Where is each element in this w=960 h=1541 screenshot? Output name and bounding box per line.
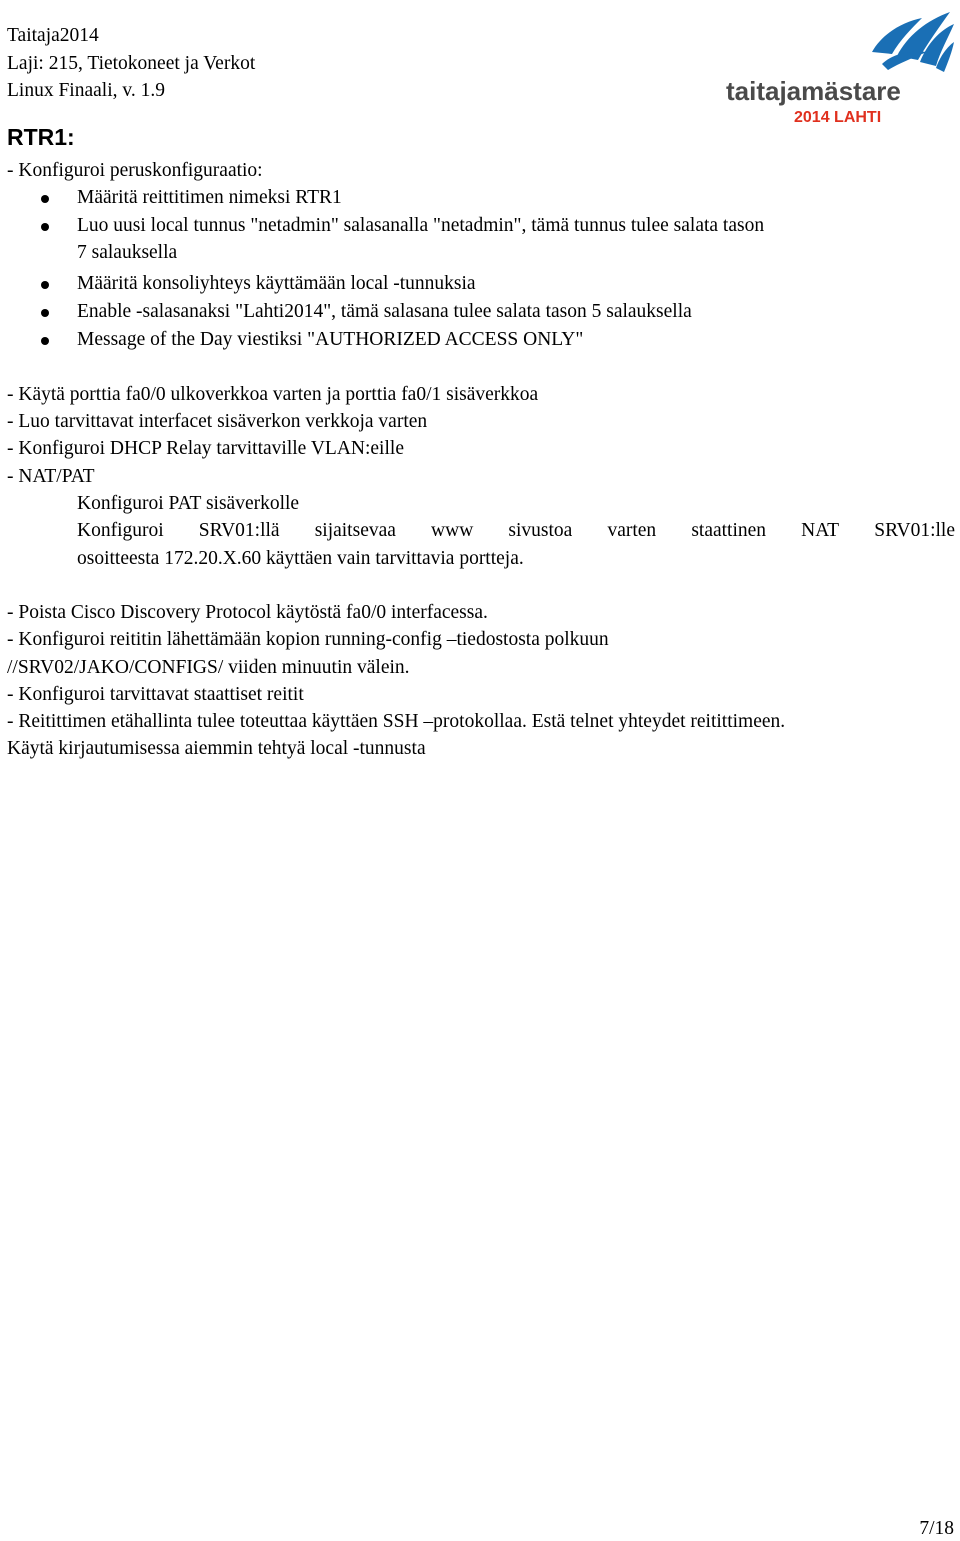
logo-brand-text: taitajamästare <box>726 76 901 106</box>
bullet-item: Määritä reittitimen nimeksi RTR1 <box>77 187 342 208</box>
nat-static-line <box>77 519 955 543</box>
bullet-icon <box>41 195 49 203</box>
page-number: 7/18 <box>919 1518 954 1539</box>
bullet-item: Message of the Day viestiksi "AUTHORIZED ACCESS ONLY" <box>77 329 584 350</box>
bullet-icon <box>41 281 49 289</box>
taitaja-logo <box>722 4 954 126</box>
bullet-item: Enable -salasanaksi "Lahti2014", tämä salasana tulee salata tason 5 salauksella <box>77 301 692 322</box>
bullet-icon <box>41 337 49 345</box>
nat-word: SRV01:lle <box>874 520 955 541</box>
nat-word: SRV01:llä <box>198 520 280 541</box>
section-heading: RTR1: <box>7 124 75 150</box>
bullet-item-continuation: 7 salauksella <box>77 242 178 263</box>
document-header <box>7 22 255 105</box>
task-line: - Poista Cisco Discovery Protocol käytöstä fa0/0 interfacessa. <box>7 602 488 623</box>
nat-word: NAT <box>801 520 840 541</box>
nat-word: staattinen <box>691 520 767 541</box>
task-line: - Konfiguroi DHCP Relay tarvittaville VLAN:eille <box>7 438 404 459</box>
nat-word: Konfiguroi <box>77 520 164 541</box>
task-line-continuation: Käytä kirjautumisessa aiemmin tehtyä local -tunnusta <box>7 738 426 759</box>
task-line: - Konfiguroi reititin lähettämään kopion running-config –tiedostosta polkuun <box>7 629 609 650</box>
task-line: - Reitittimen etähallinta tulee toteuttaa käyttäen SSH –protokollaa. Estä telnet yhteydet reitittimeen. <box>7 711 786 732</box>
bullet-item: Luo uusi local tunnus "netadmin" salasanalla "netadmin", tämä tunnus tulee salata tason <box>77 215 765 236</box>
task-line-continuation: //SRV02/JAKO/CONFIGS/ viiden minuutin välein. <box>7 657 410 678</box>
header-event: Taitaja2014 <box>7 25 99 46</box>
task-line: - NAT/PAT <box>7 466 95 487</box>
intro-line: - Konfiguroi peruskonfiguraatio: <box>7 160 263 181</box>
nat-word: varten <box>607 520 657 541</box>
task-line: - Luo tarvittavat interfacet sisäverkon verkkoja varten <box>7 411 428 432</box>
header-category: Laji: 215, Tietokoneet ja Verkot <box>7 52 256 74</box>
bullet-icon <box>41 309 49 317</box>
logo-sub-text: 2014 LAHTI <box>794 109 882 126</box>
header-version: Linux Finaali, v. 1.9 <box>7 80 165 101</box>
task-line: - Konfiguroi tarvittavat staattiset reitit <box>7 684 304 705</box>
task-line: - Käytä porttia fa0/0 ulkoverkkoa varten ja porttia fa0/1 sisäverkkoa <box>7 384 539 405</box>
bullet-item: Määritä konsoliyhteys käyttämään local -tunnuksia <box>77 273 476 294</box>
nat-static-line-cont: osoitteesta 172.20.X.60 käyttäen vain tarvittavia portteja. <box>77 548 524 569</box>
nat-pat-line: Konfiguroi PAT sisäverkolle <box>77 493 300 514</box>
bullet-icon <box>41 223 49 231</box>
nat-word: sivustoa <box>508 520 573 541</box>
nat-word: sijaitsevaa <box>314 520 396 541</box>
nat-word: www <box>431 520 474 541</box>
